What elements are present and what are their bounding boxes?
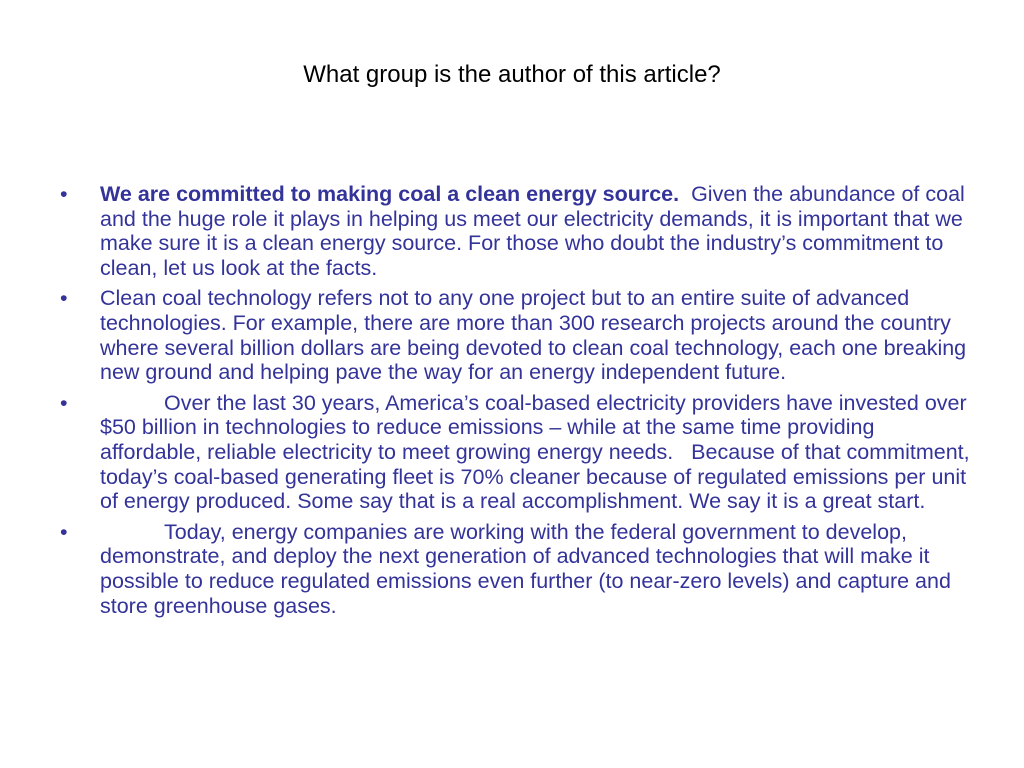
bullet-list <box>60 182 976 624</box>
bullet-bold-lead: We are committed to making coal a clean energy source. <box>100 182 680 206</box>
bullet-item-future <box>60 520 970 618</box>
bullet-marker: • <box>60 286 68 311</box>
bullet-text: Given the abundance of coal and the huge role it plays in helping us meet our electricity demands, it is important that we make sure it is a clean energy source. For those who doubt the industry’s commitment to clean, let us look at the facts. <box>100 182 971 280</box>
slide-title: What group is the author of this article? <box>303 61 721 88</box>
bullet-item-technology <box>60 286 970 384</box>
bullet-marker: • <box>60 390 68 415</box>
bullet-item-investment <box>60 390 976 514</box>
bullet-marker: • <box>60 182 68 206</box>
bullet-item-commitment <box>60 182 970 280</box>
bullet-text: Today, energy companies are working with the federal government to develop, demonstrate, and deploy the next generation of advanced technologies that will make it possible to reduce regulated emissions even further (to near-zero levels) and capture and store greenhouse gases. <box>100 519 951 618</box>
bullet-marker: • <box>60 519 68 544</box>
bullet-text: Clean coal technology refers not to any one project but to an entire suite of advanced technologies. For example, there are more than 300 research projects around the country where several billion dollars are being devoted to clean coal technology, each one breaking new ground and helping pave the way for an energy independent future. <box>100 286 967 385</box>
bullet-text: Over the last 30 years, America’s coal-based electricity providers have invested over $50 billion in technologies to reduce emissions – while at the same time providing affordable, reliable electricity to meet growing energy needs. Because of that commitment, today’s coal-based generating fleet is 70% cleaner because of regulated emissions per unit of energy produced. Some say that is a real accomplishment. We say it is a great start. <box>100 390 976 514</box>
